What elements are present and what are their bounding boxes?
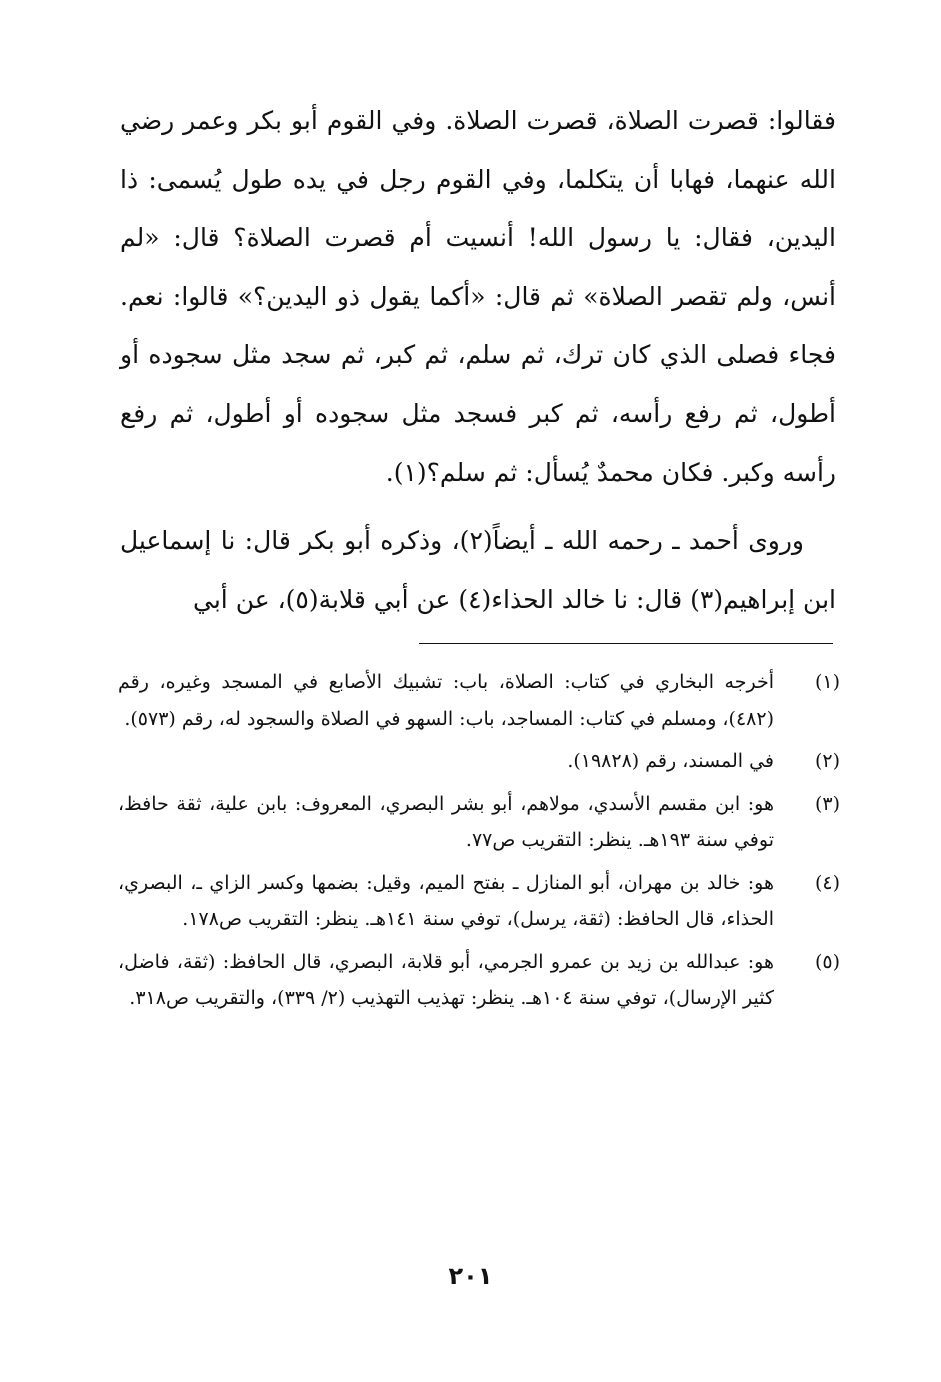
main-text xyxy=(120,92,836,629)
footnote-5 xyxy=(118,944,840,1017)
footnote-text: هو: ابن مقسم الأسدي، مولاهم، أبو بشر البصري، المعروف: بابن علية، ثقة حافظ، توفي سنة ١٩٣هـ. ينظر: التقريب ص٧٧. xyxy=(118,792,774,851)
main-paragraph-1: فقالوا: قصرت الصلاة، قصرت الصلاة. وفي القوم أبو بكر وعمر رضي الله عنهما، فهابا أن يتكلما، وفي القوم رجل في يده طول يُسمى: ذا اليدين، فقال: يا رسول الله! أنسيت أم قصرت الصلاة؟ قال: «لم أنس، ولم تقصر الصلاة» ثم قال: «أكما يقول ذو اليدين؟» قالوا: نعم. فجاء فصلى الذي كان ترك، ثم سلم، ثم كبر، ثم سجد مثل سجوده أو أطول، ثم رفع رأسه، ثم كبر فسجد مثل سجوده أو أطول، ثم رفع رأسه وكبر. فكان محمدٌ يُسأل: ثم سلم؟(١). xyxy=(120,106,836,487)
footnote-separator xyxy=(419,643,833,644)
footnote-text: أخرجه البخاري في كتاب: الصلاة، باب: تشبيك الأصابع في المسجد وغيره، رقم (٤٨٢)، ومسلم في كتاب: المساجد، باب: السهو في الصلاة والسجود له، رقم (٥٧٣). xyxy=(118,671,774,730)
footnote-4 xyxy=(118,865,840,938)
footnote-number: (٢) xyxy=(814,750,840,772)
footnote-text: هو: عبدالله بن زيد بن عمرو الجرمي، أبو قلابة، البصري، قال الحافظ: (ثقة، فاضل، كثير الإرسال)، توفي سنة ١٠٤هـ. ينظر: تهذيب التهذيب (٢/ ٣٣٩)، والتقريب ص٣١٨. xyxy=(118,950,774,1009)
footnote-number: (٥) xyxy=(814,950,840,973)
footnote-text: في المسند، رقم (١٩٨٢٨). xyxy=(567,750,774,772)
footnote-3 xyxy=(118,786,840,859)
footnote-number: (١) xyxy=(814,671,840,693)
main-paragraph-2: وروى أحمد ـ رحمه الله ـ أيضاً(٢)، وذكره أبو بكر قال: نا إسماعيل ابن إبراهيم(٣) قال: نا خالد الحذاء(٤) عن أبي قلابة(٥)، عن أبي xyxy=(120,526,836,614)
page-number: ٢٠١ xyxy=(448,1262,493,1290)
footnote-1 xyxy=(118,664,840,737)
footnote-number: (٣) xyxy=(814,792,840,815)
footnotes xyxy=(118,664,840,1023)
footnote-text: هو: خالد بن مهران، أبو المنازل ـ بفتح الميم، وقيل: بضمها وكسر الزاي ـ، البصري، الحذاء، قال الحافظ: (ثقة، يرسل)، توفي سنة ١٤١هـ. ينظر: التقريب ص١٧٨. xyxy=(118,871,774,930)
footnote-number: (٤) xyxy=(814,871,840,894)
footnote-2 xyxy=(118,743,840,780)
